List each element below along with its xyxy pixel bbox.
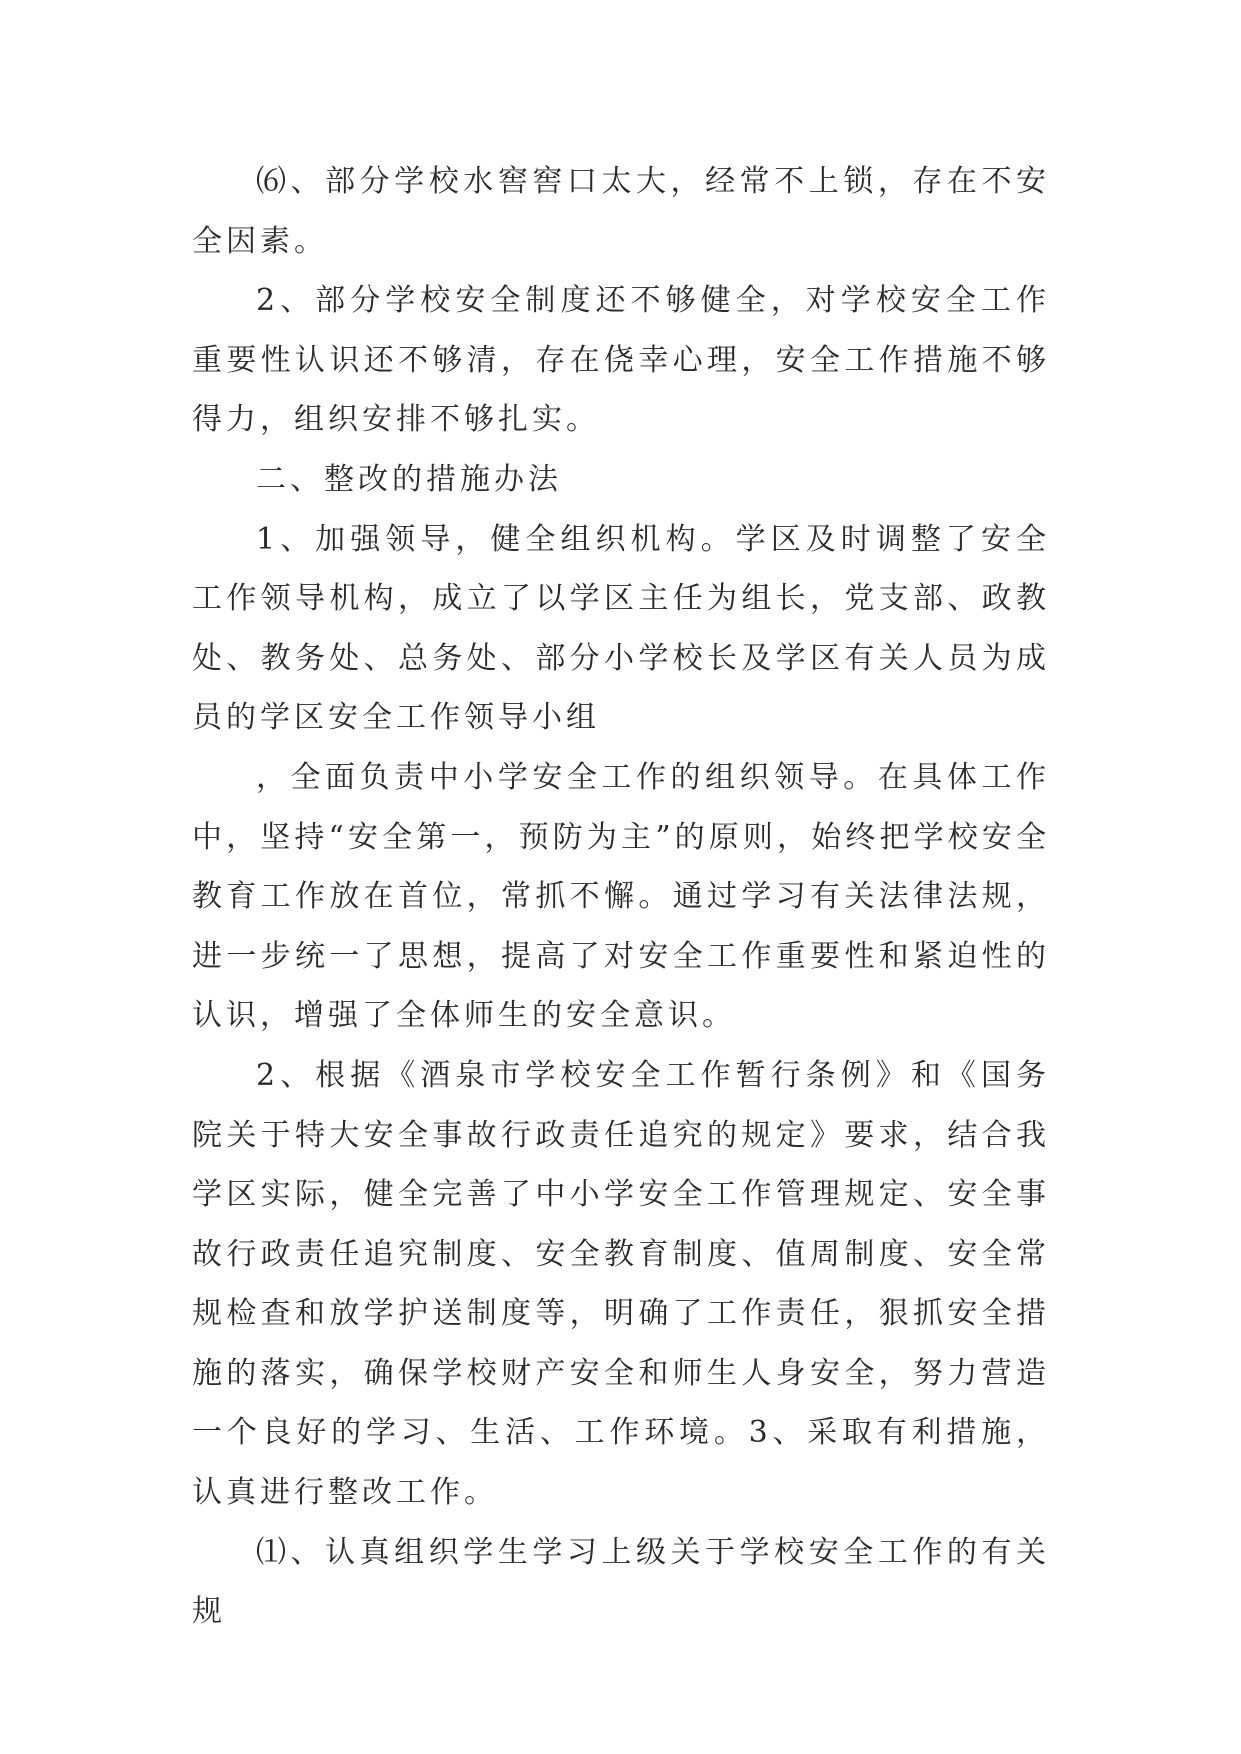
section-heading-measures: 二、整改的措施办法 (256, 461, 562, 497)
paragraph-leadership-continued: ，全面负责中小学安全工作的组织领导。在具体工作中，坚持“安全第一，预防为主”的原则，始终把学校安全教育工作放在首位，常抓不懈。通过学习有关法律法规，进一步统一了思想，提高了对安全工作重要性和紧迫性的认识，增强了全体师生的安全意识。 (192, 759, 1050, 1034)
paragraph-regulations: 2、根据《酒泉市学校安全工作暂行条例》和《国务院关于特大安全事故行政责任追究的规定》要求，结合我学区实际，健全完善了中小学安全工作管理规定、安全事故行政责任追究制度、安全教育制度、值周制度、安全常规检查和放学护送制度等，明确了工作责任，狠抓安全措施的落实，确保学校财产安全和师生人身安全，努力营造一个良好的学习、生活、工作环境。3、采取有利措施，认真进行整改工作。 (192, 1057, 1050, 1511)
paragraph-study-regulations: ⑴、认真组织学生学习上级关于学校安全工作的有关规 (192, 1534, 1050, 1630)
paragraph-leadership: 1、加强领导，健全组织机构。学区及时调整了安全工作领导机构，成立了以学区主任为组长，党支部、政教处、教务处、总务处、部分小学校长及学区有关人员为成员的学区安全工作领导小组 (192, 521, 1050, 736)
document-body (192, 152, 1050, 1642)
paragraph-safety-system: 2、部分学校安全制度还不够健全，对学校安全工作重要性认识还不够清，存在侥幸心理，安全工作措施不够得力，组织安排不够扎实。 (192, 283, 1050, 438)
paragraph-water-cellar: ⑹、部分学校水窖窖口太大，经常不上锁，存在不安全因素。 (192, 164, 1050, 259)
